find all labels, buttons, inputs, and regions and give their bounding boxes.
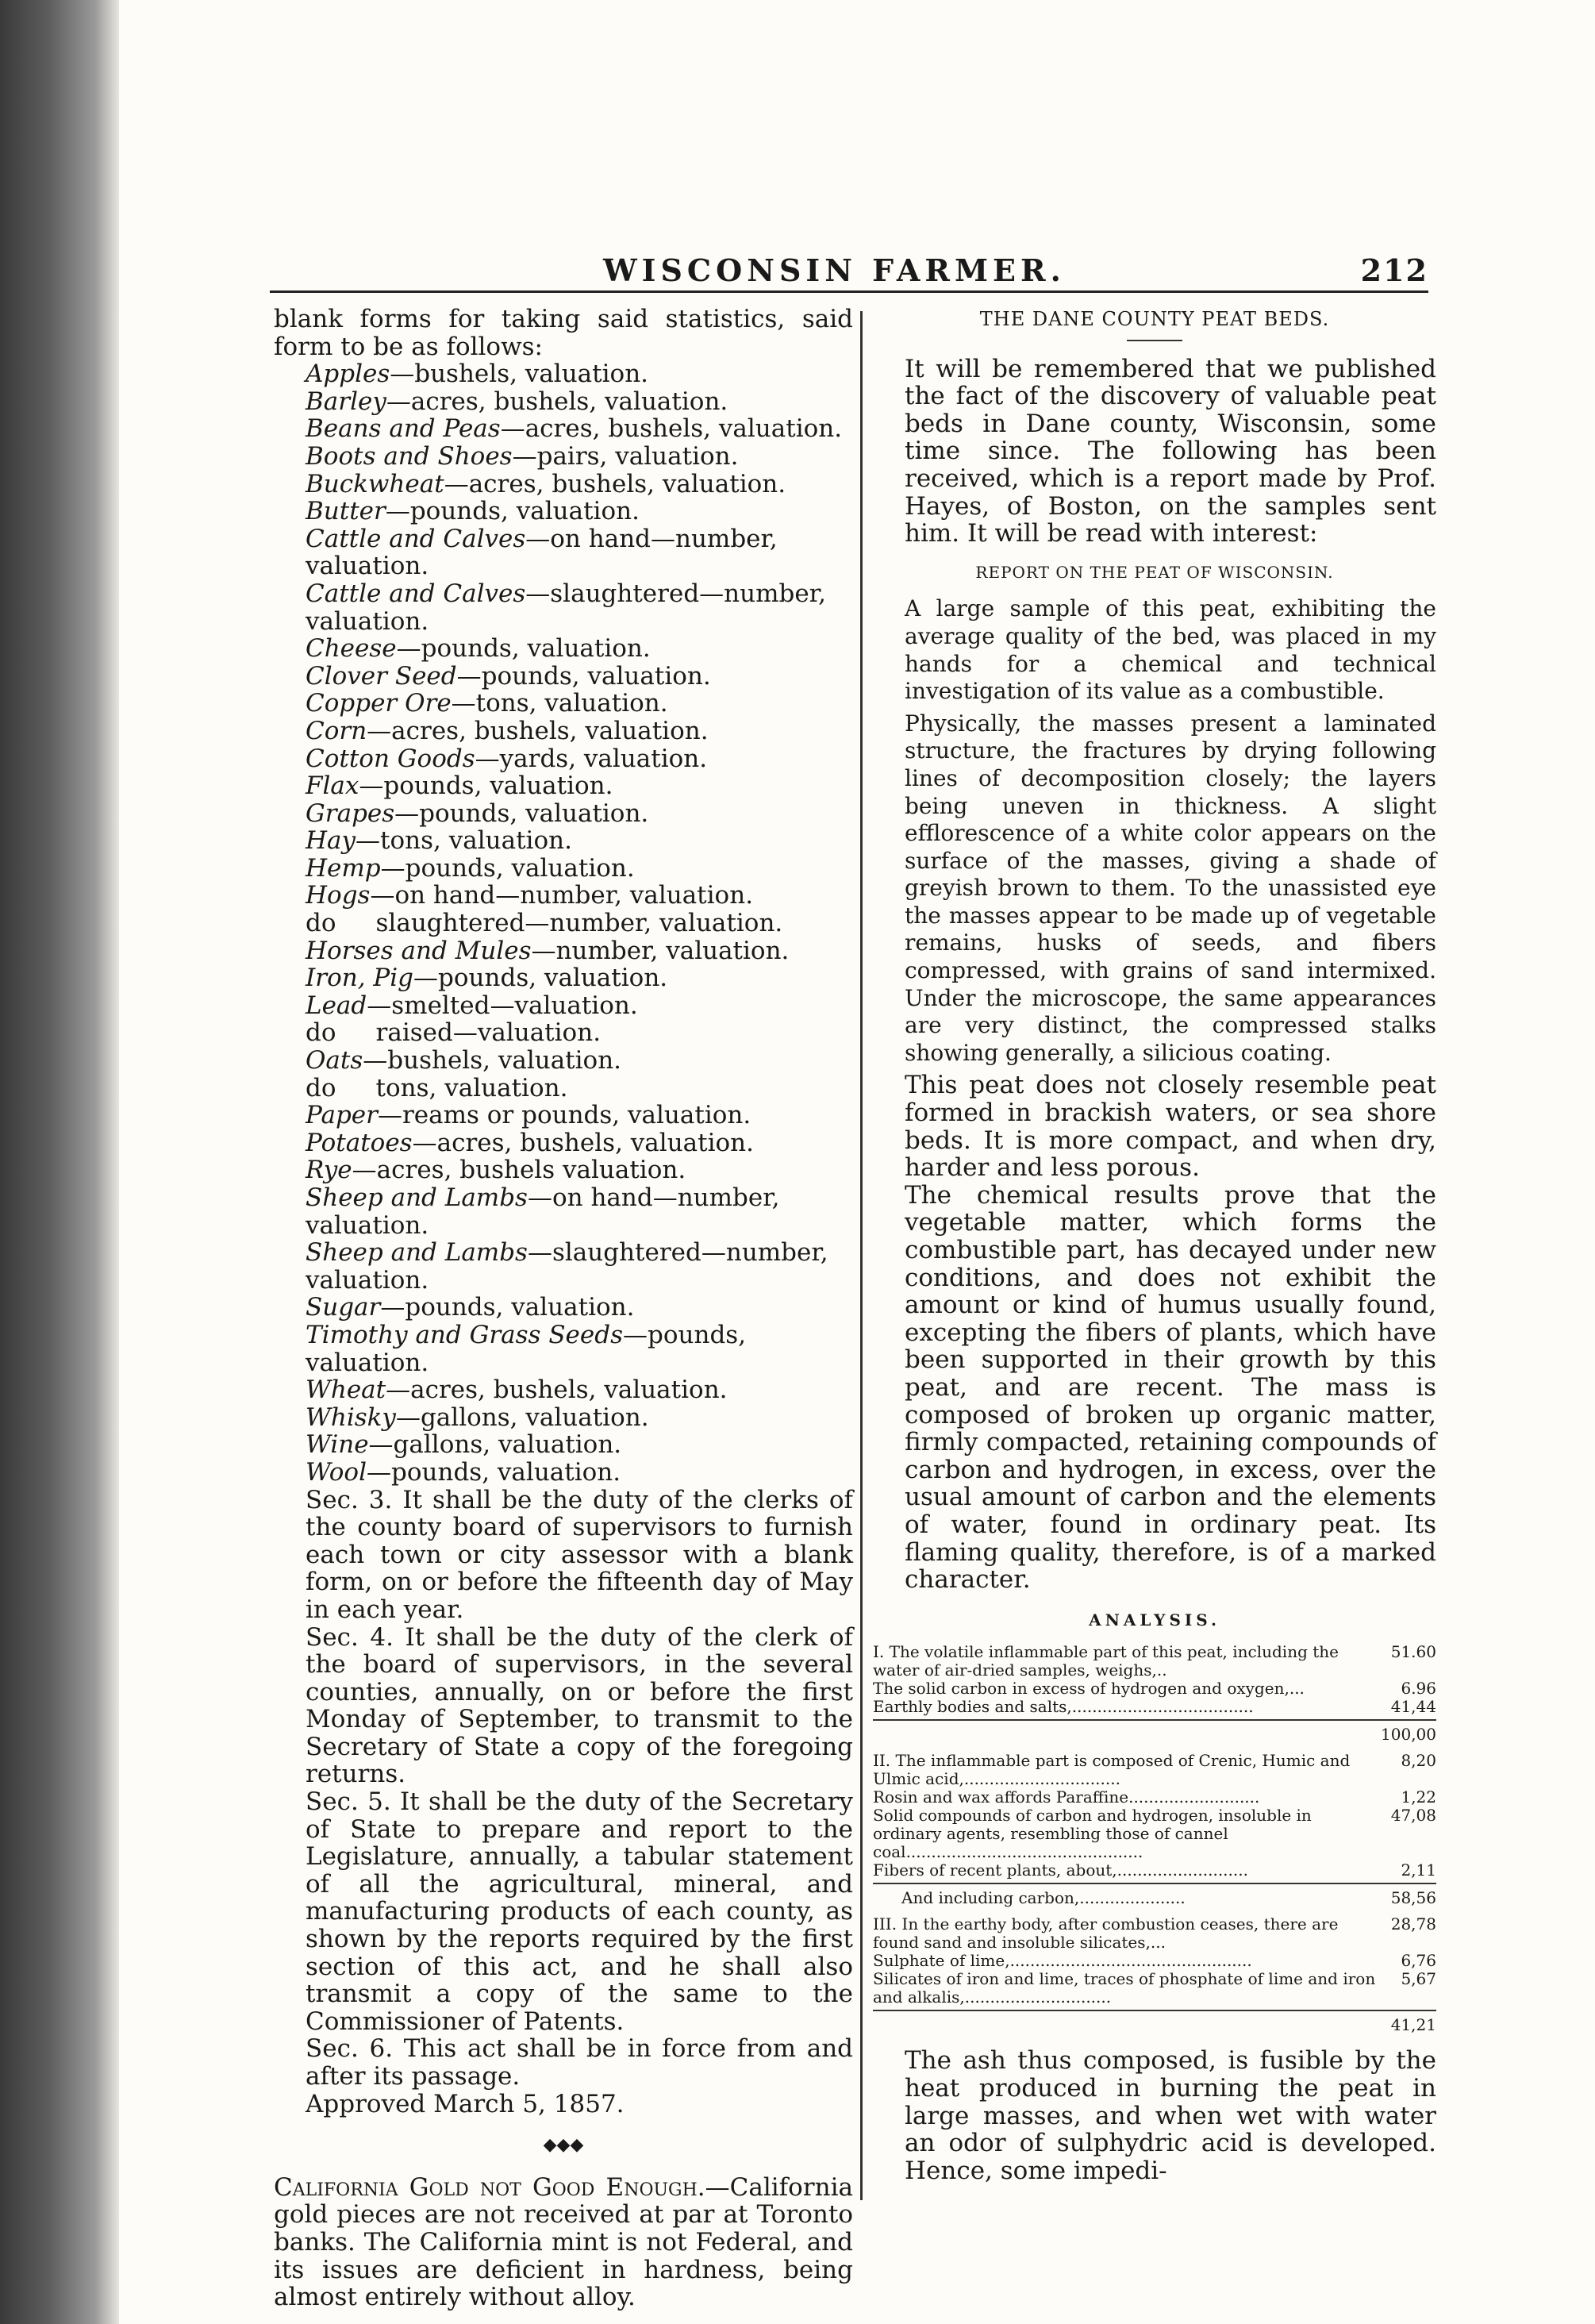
statistics-item-name: Cotton Goods (306, 744, 475, 773)
statistics-item-detail: —pairs, valuation. (512, 441, 739, 471)
article-divider: ◆◆◆ (543, 2135, 584, 2156)
section-5: Sec. 5. It shall be the duty of the Secretary of State to prepare and report to the Legislature, annually, a tabular statement of all the agricultural, mineral, and manufacturing products of each county, as shown by the reports required by the first section of this act, and he shall also transmit a copy of the same to the Commissioner of Patents. (306, 1787, 853, 2036)
analysis-row (873, 1970, 1436, 2007)
statistics-item-detail: —bushels, valuation. (363, 1046, 622, 1075)
statistics-item (274, 690, 853, 718)
california-article (274, 2174, 853, 2311)
statistics-item-name: Sheep and Lambs (306, 1183, 528, 1212)
statistics-item-detail: —tons, valuation. (451, 689, 668, 718)
analysis-value: 41,44 (1390, 1697, 1436, 1717)
analysis-row (873, 1952, 1436, 1970)
analysis-part-2 (873, 1752, 1436, 1880)
statistics-item-detail: —acres, bushels, valuation. (444, 469, 786, 498)
statistics-item (274, 1376, 853, 1404)
analysis-label: Silicates of iron and lime, traces of phosphate of lime and iron and alkalis,............................. (873, 1969, 1376, 2007)
statistics-item-detail: —pounds, valuation. (367, 1457, 621, 1487)
statistics-item-detail: —slaughtered—number, valuation. (306, 579, 826, 636)
statistics-item-name: Hogs (306, 881, 371, 910)
statistics-item-detail: —on hand—number, valuation. (306, 1183, 780, 1240)
analysis-part-1-total: 100,00 (873, 1719, 1436, 1744)
analysis-row (873, 1643, 1436, 1680)
analysis-part-3 (873, 1915, 1436, 2007)
statistics-item (274, 992, 853, 1020)
statistics-item (274, 1156, 853, 1184)
statistics-item-name: Boots and Shoes (306, 441, 513, 471)
statistics-item (274, 827, 853, 855)
statistics-item-name: Copper Ore (306, 689, 452, 718)
statistics-item-detail: raised—valuation. (375, 1018, 601, 1048)
statistics-item-detail: —gallons, valuation. (395, 1402, 649, 1432)
statistics-item (274, 1322, 853, 1376)
statistics-item-detail: —pounds, valuation. (380, 853, 635, 883)
analysis-value: 8,20 (1401, 1751, 1436, 1771)
statistics-item-detail: —pounds, valuation. (385, 497, 640, 526)
analysis-label: Solid compounds of carbon and hydrogen, insoluble in ordinary agents, resembling those of cannel coal............................................... (873, 1806, 1312, 1862)
statistics-item-name: Wheat (306, 1376, 386, 1405)
analysis-value: 2,11 (1401, 1860, 1436, 1880)
statistics-item (274, 800, 853, 828)
statistics-item (274, 1459, 853, 1487)
statistics-item (274, 1431, 853, 1459)
analysis-title: ANALYSIS. (1089, 1610, 1220, 1629)
statistics-item-name: Buckwheat (306, 469, 444, 498)
statistics-item-detail: —pounds, valuation. (394, 798, 649, 828)
statistics-item-name: Oats (306, 1046, 363, 1075)
analysis-part-2-total: 58,56 (1390, 1888, 1436, 1908)
statistics-item-detail: tons, valuation. (375, 1073, 568, 1102)
analysis-value: 6,76 (1401, 1951, 1436, 1971)
approved-date: Approved March 5, 1857. (306, 2089, 625, 2118)
statistics-item-detail: —slaughtered—number, valuation. (306, 1238, 828, 1295)
statistics-item-detail: slaughtered—number, valuation. (375, 909, 783, 938)
statistics-item (274, 937, 853, 965)
statistics-item-name: Sheep and Lambs (306, 1238, 528, 1268)
article-intro: It will be remembered that we published the fact of the discovery of valuable peat beds in Dane county, Wisconsin, some time since. The following has been received, which is a report made by Prof. Hayes, of Boston, on the samples sent him. It will be read with interest: (905, 354, 1436, 548)
right-column (873, 306, 1436, 2184)
statistics-item-detail: —on hand—number, valuation. (370, 881, 754, 910)
statistics-item-detail: —gallons, valuation. (368, 1430, 622, 1460)
statistics-item (274, 964, 853, 992)
statistics-item-name: Potatoes (306, 1128, 413, 1157)
statistics-item-name: Horses and Mules (306, 936, 532, 965)
section-4: Sec. 4. It shall be the duty of the clerk of the board of supervisors, in the several counties, annually, on or before the first Monday of September, to transmit to the Secretary of State a copy of the foregoing returns. (306, 1622, 853, 1789)
statistics-item-detail: —pounds, valuation. (396, 634, 651, 664)
analysis-label: Fibers of recent plants, about,.......................... (873, 1860, 1248, 1880)
statistics-item (274, 1102, 853, 1129)
analysis-row (873, 1806, 1436, 1861)
analysis-table (873, 1643, 1436, 2034)
analysis-row (873, 1680, 1436, 1698)
statistics-item (274, 1019, 853, 1047)
statistics-item-name: Wine (306, 1430, 369, 1460)
analysis-label: III. In the earthy body, after combustion ceases, there are found sand and insoluble silicates,... (873, 1914, 1339, 1953)
statistics-item (274, 1239, 853, 1294)
analysis-label: The solid carbon in excess of hydrogen and oxygen,... (873, 1679, 1305, 1699)
statistics-item (274, 525, 853, 580)
article-title: THE DANE COUNTY PEAT BEDS. (979, 308, 1330, 330)
analysis-row (873, 1698, 1436, 1716)
statistics-item (274, 1404, 853, 1432)
page-header (603, 252, 1444, 288)
analysis-value: 51.60 (1390, 1642, 1436, 1662)
analysis-value: 28,78 (1390, 1914, 1436, 1934)
statistics-item-name: Cheese (306, 634, 397, 664)
analysis-label: Rosin and wax affords Paraffine.......................... (873, 1787, 1260, 1807)
report-paragraph-3: This peat does not closely resemble peat formed in brackish waters, or sea shore beds. It is more compact, and when dry, harder and less porous. (905, 1071, 1436, 1183)
statistics-item-detail: —pounds, valuation. (456, 661, 711, 691)
statistics-item-name: Grapes (306, 798, 395, 828)
statistics-item-detail: —acres, bushels, valuation. (412, 1128, 754, 1157)
statistics-item-detail: —pounds, valuation. (359, 771, 613, 801)
statistics-list (274, 360, 853, 1486)
statistics-item-name: Barley (306, 387, 386, 416)
analysis-row (873, 1915, 1436, 1952)
statistics-item (274, 388, 853, 416)
statistics-item-detail: —tons, valuation. (356, 826, 572, 856)
analysis-row (873, 1861, 1436, 1880)
statistics-item-detail: —pounds, valuation. (306, 1320, 747, 1377)
california-body: —California gold pieces are not received at par at Toronto banks. The California mint is not Federal, and its issues are deficient in hardness, being almost entirely without alloy. (274, 2172, 853, 2312)
statistics-item (274, 910, 853, 937)
statistics-item-detail: —on hand—number, valuation. (306, 524, 778, 581)
statistics-item (274, 1075, 853, 1102)
analysis-label: Earthly bodies and salts,.................................... (873, 1697, 1254, 1717)
statistics-item-detail: —pounds, valuation. (413, 964, 668, 993)
analysis-value: 1,22 (1401, 1787, 1436, 1807)
statistics-item-name: Corn (306, 716, 367, 745)
statistics-item-name: Hay (306, 826, 356, 856)
section-6: Sec. 6. This act shall be in force from and after its passage. (306, 2034, 853, 2091)
report-title: REPORT ON THE PEAT OF WISCONSIN. (975, 562, 1334, 582)
statistics-item-name: Wool (306, 1457, 367, 1487)
report-paragraph-5: The ash thus composed, is fusible by the heat produced in burning the peat in large masses, and when wet with water an odor of sulphydric acid is developed. Hence, some impedi- (905, 2046, 1436, 2185)
statistics-item-name: Lead (306, 991, 367, 1020)
section-3: Sec. 3. It shall be the duty of the clerks of the county board of supervisors to furnish each town or city assessor with a blank form, on or before the fifteenth day of May in each year. (306, 1485, 853, 1624)
statistics-item-name: Flax (306, 771, 359, 801)
analysis-value: 47,08 (1390, 1806, 1436, 1826)
statistics-item-detail: —acres, bushels valuation. (352, 1156, 686, 1185)
analysis-part-2-total-label: And including carbon,..................... (901, 1888, 1186, 1908)
statistics-item-detail: —smelted—valuation. (367, 991, 638, 1020)
statistics-item-detail: —acres, bushels, valuation. (500, 414, 843, 444)
california-title: California Gold not Good Enough. (274, 2172, 705, 2202)
statistics-item (274, 1047, 853, 1075)
analysis-label: I. The volatile inflammable part of this peat, including the water of air-dried samples, weighs,.. (873, 1642, 1339, 1680)
statistics-item-name: Butter (306, 497, 386, 526)
report-paragraph-1: A large sample of this peat, exhibiting the average quality of the bed, was placed in my hands for a chemical and technical investigation of its value as a combustible. (905, 595, 1436, 705)
statistics-item (274, 1294, 853, 1322)
statistics-item-detail: —pounds, valuation. (380, 1293, 635, 1322)
statistics-item-name: Cattle and Calves (306, 524, 526, 553)
statistics-item (274, 718, 853, 745)
running-title: WISCONSIN FARMER. (603, 252, 1066, 288)
statistics-item (274, 580, 853, 635)
statistics-item-name: Paper (306, 1101, 378, 1130)
statistics-item-detail: —acres, bushels, valuation. (386, 387, 728, 416)
statistics-item (274, 415, 853, 443)
statistics-item (274, 471, 853, 498)
statistics-item-name: Whisky (306, 1402, 396, 1432)
statistics-item-name: Sugar (306, 1293, 381, 1322)
page-gutter-shadow (0, 0, 119, 2324)
statistics-item (274, 443, 853, 471)
analysis-row (873, 1752, 1436, 1788)
statistics-item-name: Beans and Peas (306, 414, 501, 444)
statistics-item-name: Rye (306, 1156, 352, 1185)
statistics-item (274, 663, 853, 691)
statistics-item (274, 1184, 853, 1239)
analysis-value: 5,67 (1401, 1969, 1436, 1989)
statistics-item-name: Apples (306, 360, 390, 389)
statistics-item-detail: —reams or pounds, valuation. (377, 1101, 751, 1130)
statistics-item-detail: —acres, bushels, valuation. (386, 1376, 728, 1405)
statistics-item-name: do (306, 1073, 336, 1102)
analysis-label: Sulphate of lime,................................................ (873, 1951, 1252, 1971)
statistics-item-name: do (306, 1018, 336, 1048)
analysis-part-3-total: 41,21 (873, 2010, 1436, 2034)
statistics-item-detail: —yards, valuation. (475, 744, 708, 773)
statistics-item (274, 498, 853, 525)
column-rule (860, 311, 863, 2200)
statistics-item-name: Cattle and Calves (306, 579, 526, 608)
statistics-item-detail: —acres, bushels, valuation. (367, 716, 709, 745)
statistics-item (274, 635, 853, 663)
header-rule (270, 290, 1428, 293)
report-paragraph-2: Physically, the masses present a laminated structure, the fractures by drying following lines of decomposition closely; the layers being uneven in thickness. A slight efflorescence of a white color appears on the surface of the masses, giving a shade of greyish brown to them. To the unassisted eye the masses appear to be made up of vegetable remains, husks of seeds, and fibers compressed, with grains of sand intermixed. Under the microscope, the same appearances are very distinct, the compressed stalks showing generally, a silicious coating. (905, 710, 1436, 1066)
statistics-item-name: Clover Seed (306, 661, 457, 691)
statistics-item-name: do (306, 909, 336, 938)
page-number: 212 (1360, 252, 1428, 288)
statistics-item-detail: —bushels, valuation. (390, 360, 649, 389)
analysis-row (873, 1788, 1436, 1806)
statistics-item (274, 1129, 853, 1157)
statistics-item (274, 855, 853, 883)
statistics-item-name: Iron, Pig (306, 964, 414, 993)
left-column (274, 306, 853, 2311)
statistics-item (274, 882, 853, 910)
analysis-value: 6.96 (1401, 1679, 1436, 1699)
statistics-item (274, 772, 853, 800)
analysis-part-2-total-row (873, 1883, 1436, 1907)
analysis-part-1 (873, 1643, 1436, 1716)
statistics-item (274, 360, 853, 388)
title-rule (1127, 340, 1182, 341)
statistics-item-name: Hemp (306, 853, 381, 883)
left-intro: blank forms for taking said statistics, said form to be as follows: (274, 305, 853, 361)
statistics-item (274, 745, 853, 773)
report-paragraph-4: The chemical results prove that the vegetable matter, which forms the combustible part, has decayed under new conditions, and does not exhibit the amount or kind of humus usually found, excepting the fibers of plants, which have been supported in their growth by this peat, and are recent. The mass is composed of broken up organic matter, firmly compacted, retaining compounds of carbon and hydrogen, in excess, over the usual amount of carbon and the elements of water, found in ordinary peat. Its flaming quality, therefore, is of a marked character. (905, 1180, 1436, 1595)
statistics-item-name: Timothy and Grass Seeds (306, 1320, 624, 1349)
statistics-item-detail: —number, valuation. (531, 936, 790, 965)
analysis-label: II. The inflammable part is composed of Crenic, Humic and Ulmic acid,............................... (873, 1751, 1351, 1789)
